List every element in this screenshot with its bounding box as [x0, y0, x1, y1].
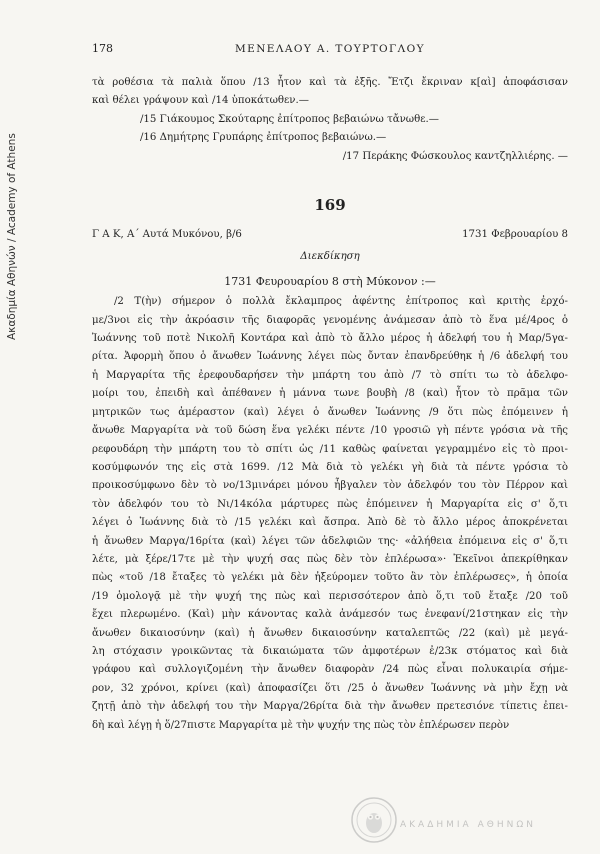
document-number: 169 — [314, 196, 346, 215]
body-line: μοίρι του, ἐπειδὴ καὶ ἀπέθανεν ἡ μάννα τωνε βουβὴ /8 (καὶ) ἦτον τὸ πρᾶμα τῶν — [92, 388, 568, 400]
text-line: τὰ ροθέσια τὰ παλιὰ ὅπου /13 ἦτον καὶ τὰ ἐξῆς. Ἔτζι ἔκριναν κ[αὶ] ἀποφάσισαν — [92, 77, 568, 88]
side-watermark-text: Ακαδημία Αθηνών / Academy of Athens — [6, 133, 18, 340]
source-row — [92, 226, 568, 244]
body-line: λέτε, μὰ ξέρε/17τε μὲ τὴν ψυχή σας πὼς δὲν τὸν ἐπλέρωσα»· Ἐκεῖνοι ἀπεκρίθηκαν — [92, 553, 568, 565]
text-line: καὶ θέλει γράψουν καὶ /14 ὑποκάτωθεν.— — [92, 95, 309, 107]
document-body — [92, 293, 568, 735]
document-date: 1731 Φεβρουαρίου 8 — [462, 229, 568, 241]
body-line: ἡ Μαργαρίτα τῆς ἐρεφουδαρήσεν τὴν μπάρτη του ἀπὸ /7 τὸ σπίτι τω τὸ ἀδελφο- — [92, 369, 568, 381]
document-title: Διεκδίκηση — [300, 251, 360, 263]
body-line: ἔχει πλερωμένο. (Καὶ) μὴν κάνοντας καλὰ ἀνάμεσόν τως ἐνεφανί/21στηκαν εἰς τὴν — [92, 609, 568, 621]
body-line: ρεφουδάρη τὴν μπάρτη του τὸ σπίτι ὡς /11 καθὼς φαίνεται γεγραμμένο εἰς τὸ προι- — [92, 443, 568, 455]
body-line: ρίτα. Ἀφορμὴ ὅπου ὁ ἄνωθεν Ἰωάννης λέγει πὼς ὄνταν ἐπανδρεύθηκ ἡ /6 ἀδελφή του — [92, 351, 568, 363]
academy-logo-watermark — [348, 792, 568, 848]
signature-line: /16 Δημήτρης Γρυπάρης ἐπίτροπος βεβαιώνω.— — [140, 132, 387, 144]
signature-line: /17 Περάκης Φώσκουλος καντζηλλιέρης. — — [342, 150, 568, 162]
body-line: μητρικῶν τως ἀμέραστον (καὶ) λέγει ὁ ἄνωθεν Ἰωάννης /9 ὅτι πὼς ἐπόμεινεν ἡ — [92, 406, 568, 418]
body-line: ζητῇ ἀπὸ τὴν ἀδελφή του τὴν Μαργα/26ρίτα διὰ τὴν ἄνωθεν πρετεσιόνε τίπετις ἐπει- — [92, 701, 568, 713]
previous-document-ending — [92, 74, 568, 166]
body-line: ρον, 32 χρόνοι, κρίνει (καὶ) ἀποφασίζει ὅτι /25 ὁ ἄνωθεν Ἰωάννης νὰ μὴν ἔχῃ νὰ — [92, 682, 568, 694]
body-line: λέγει ὁ Ἰωάννης διὰ τὸ /15 γελέκι καὶ ἄσπρα. Ἀπὸ δὲ τὸ ἄλλο μέρος ἀποκρένεται — [92, 517, 568, 529]
academy-logo-text: ΑΚΑΔΗΜΙΑ ΑΘΗΝΩΝ — [400, 820, 536, 830]
body-line: ἡ ἄνωθεν Μαργα/16ρίτα (καὶ) λέγει τῶν ἀδελφιῶν της· «ἀλήθεια ἐπόμεινα εἰς σ' ὅ,τι — [92, 535, 568, 547]
document-page — [92, 40, 568, 735]
body-line: πὼς «τοῦ /18 ἔταξες τὸ γελέκι μὰ δὲν ἠξεύρομεν τοῦτο ἂν τὸν ἐπλέρωσες», ἡ ὁποία — [92, 572, 568, 584]
body-line: ἄνωθεν δικαιοσύνην (καὶ) ἡ ἄνωθεν δικαιοσύνην καταλεπτῶς /22 (καὶ) μὲ μεγά- — [92, 627, 568, 639]
archive-source: Γ Α Κ, Α΄ Αυτά Μυκόνου, β/6 — [92, 229, 242, 241]
running-head — [92, 40, 568, 58]
body-line: /2 Τ(ὴν) σήμερον ὁ πολλὰ ἔκλαμπρος ἀφέντης ἐπίτροπος καὶ κριτὴς ἐρχό- — [114, 296, 568, 308]
page-number: 178 — [92, 42, 113, 55]
body-line: Ἰωάννης τοῦ ποτὲ Νικολῆ Κοντάρα καὶ ἀπὸ τὸ ἄλλο μέρος ἡ ἀδελφή του ἡ Μαρ/5γα- — [92, 333, 568, 345]
running-header-title: ΜΕΝΕΛΑΟΥ Α. ΤΟΥΡΤΟΓΛΟΥ — [235, 43, 425, 55]
body-line: λη στόχασιν γροικῶντας τὰ δικαιώματα τῶν ἀμφοτέρων ἐ/23κ στόματος καὶ διὰ — [92, 645, 568, 657]
signature-line: /15 Γιάκουμος Σκούταρης ἐπίτροπος βεβαιώνω τἄνωθε.— — [140, 113, 439, 125]
body-line: ἄνωθε Μαργαρίτα νὰ τοῦ δώση ἕνα γελέκι πέντε /10 γροσιῶ γὴ πέντε γρόσια νὰ τῆς — [92, 425, 568, 437]
body-line: προικοσύμφωνο δὲν τὸ νο/13μινάρει μόνου ἦβγαλεν τὸν ἀδελφόν του τὸν Πέρρον καὶ — [92, 480, 568, 492]
body-line: τὸν ἀδελφόν του τὸ Νι/14κόλα μάρτυρες πὼς ἐπόμεινεν ἡ Μαργαρίτα εἰς σ' ὅ,τι — [92, 498, 568, 510]
body-line: κοσύμφωνόν της εἰς στὰ 1699. /12 Μὰ διὰ τὸ γελέκι γὴ διὰ τὰ πέντε γρόσια τὸ — [92, 461, 568, 473]
academy-owl-seal-icon — [348, 792, 568, 848]
document-date-line: 1731 Φευρουαρίου 8 στὴ Μύκονον :— — [224, 274, 436, 288]
body-line: γράφου καὶ συλλογιζομένη τὴν ἄνωθεν διαφορὰν /24 πὼς εἶναι πολυκαιρία σήμε- — [92, 664, 568, 676]
body-line: με/3νοι εἰς τὴν ἀκρόασιν τῆς διαφορᾶς γενομένης ἀνάμεσαν ἀπὸ τὸ ἕνα μέ/4ρος ὁ — [92, 314, 568, 326]
body-line: δὴ καὶ λέγῃ ἡ ὅ/27πιστε Μαργαρίτα μὲ τὴν ψυχήν της πὼς τὸν ἐπλέρωσεν περὸν — [92, 719, 510, 731]
body-line: /19 ὁμολογᾷ μὲ τὴν ψυχή της πὼς καὶ περισσότερον ἀπὸ ὅ,τι τοῦ ἔταξε /20 τοῦ — [92, 590, 568, 602]
